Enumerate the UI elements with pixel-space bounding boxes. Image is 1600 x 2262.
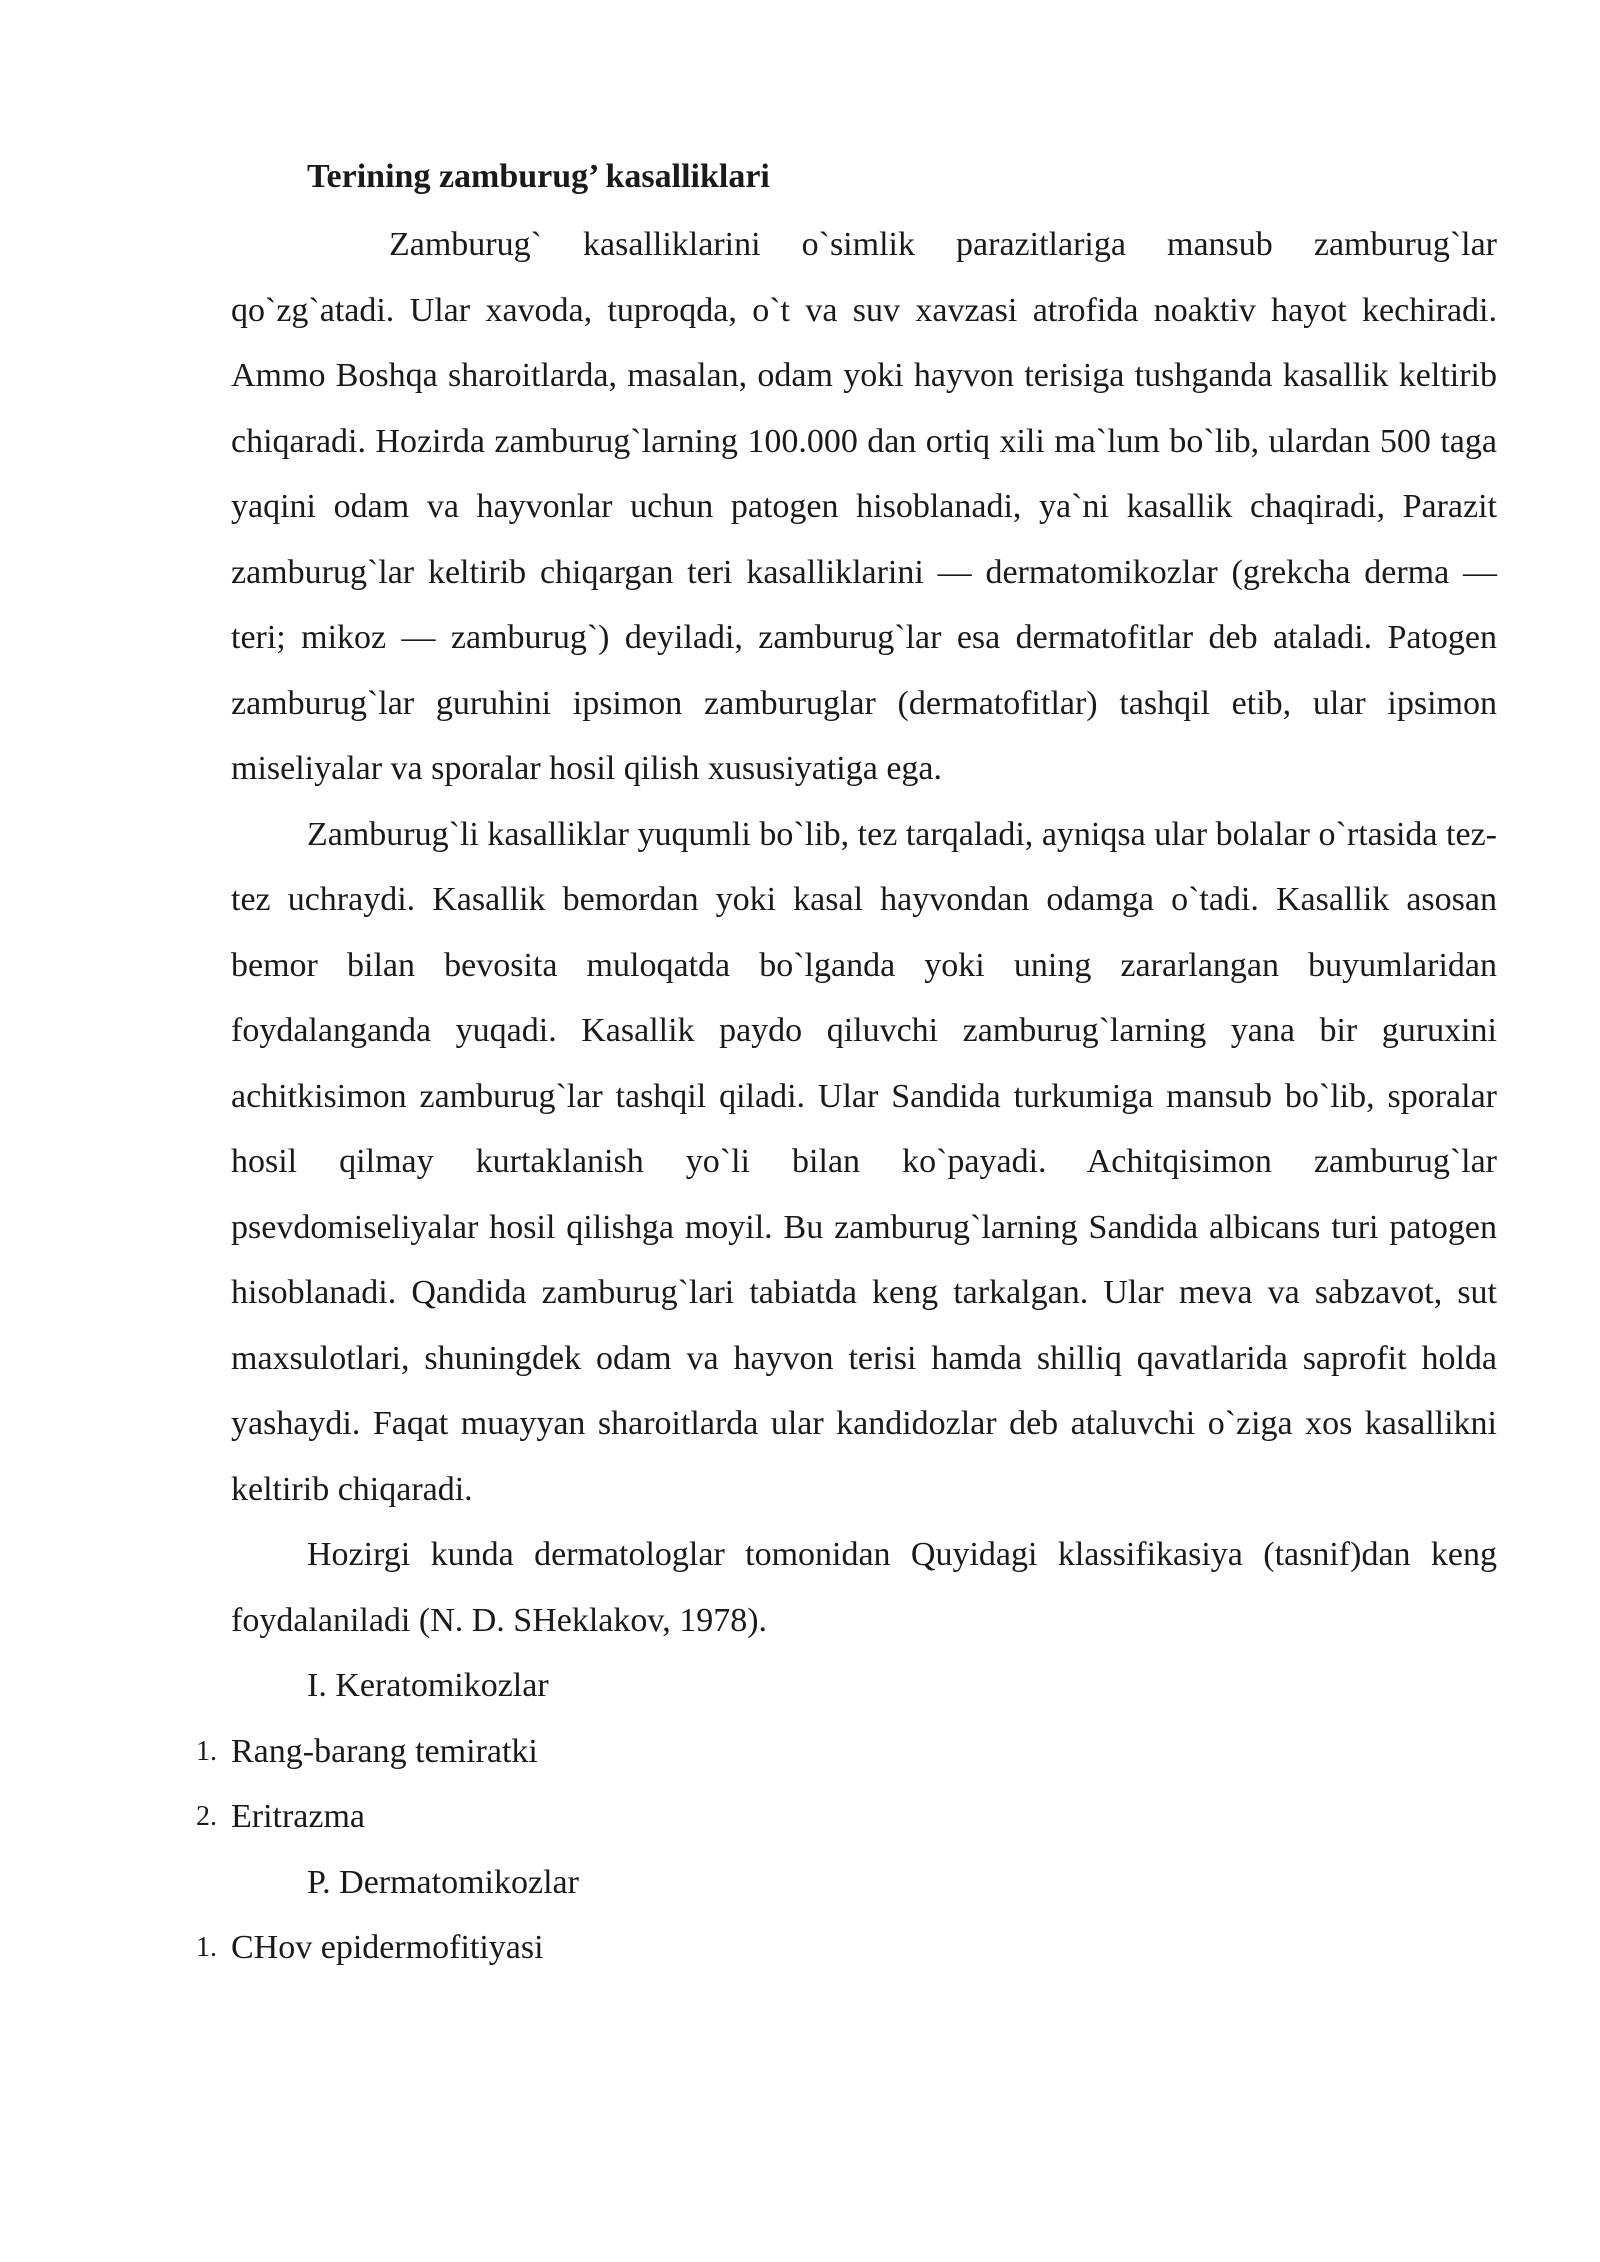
paragraph-classification: Hozirgi kunda dermatologlar tomonidan Quyidagi klassifikasiya (tasnif)dan keng foydalaniladi (N. D. SHeklakov, 1978).	[231, 1536, 1497, 1639]
list-item	[196, 1915, 1497, 1981]
list-item-text: Eritrazma	[231, 1798, 366, 1835]
list-item-number: 1.	[196, 1932, 217, 1963]
keratomycoses-list	[196, 1719, 1497, 1850]
list-item-number: 2.	[196, 1801, 217, 1832]
list-item	[196, 1719, 1497, 1785]
document-body	[196, 148, 1497, 1981]
dermatomycoses-list	[196, 1915, 1497, 1981]
section-heading-dermatomycoses: P. Dermatomikozlar	[307, 1863, 579, 1901]
list-item-text: Rang-barang temiratki	[231, 1732, 538, 1770]
list-item	[196, 1784, 1497, 1850]
paragraph-intro: Zamburug` kasalliklarini o`simlik parazitlariga mansub zamburug`lar qo`zg`atadi. Ular xavoda, tuproqda, o`t va suv xavzasi atrofida noaktiv hayot kechiradi. Ammo Boshqa sharoitlarda, masalan, odam yoki hayvon terisiga tushganda kasallik keltirib chiqaradi. Hozirda zamburug`larning 100.000 dan ortiq xili ma`lum bo`lib, ulardan 500 taga yaqini odam va hayvonlar uchun patogen hisoblanadi, ya`ni kasallik chaqiradi, Parazit zamburug`lar keltirib chiqargan teri kasalliklarini — dermatomikozlar (grekcha derma — teri; mikoz — zamburug`) deyiladi, zamburug`lar esa dermatofitlar deb ataladi. Patogen zamburug`lar guruhini ipsimon zamburuglar (dermatofitlar) tashqil etib, ular ipsimon miseliyalar va sporalar hosil qilish xususiyatiga ega.	[231, 226, 1497, 787]
section-heading-keratomycoses: I. Keratomikozlar	[307, 1667, 549, 1704]
paragraph-transmission: Zamburug`li kasalliklar yuqumli bo`lib, tez tarqaladi, ayniqsa ular bolalar o`rtasida tez-tez uchraydi. Kasallik bemordan yoki kasal hayvondan odamga o`tadi. Kasallik asosan bemor bilan bevosita muloqatda bo`lganda yoki uning zararlangan buyumlaridan foydalanganda yuqadi. Kasallik paydo qiluvchi zamburug`larning yana bir guruxini achitkisimon zamburug`lar tashqil qiladi. Ular Sandida turkumiga mansub bo`lib, sporalar hosil qilmay kurtaklanish yo`li bilan ko`payadi. Achitqisimon zamburug`lar psevdomiseliyalar hosil qilishga moyil. Bu zamburug`larning Sandida albicans turi patogen hisoblanadi. Qandida zamburug`lari tabiatda keng tarkalgan. Ular meva va sabzavot, sut maxsulotlari, shuningdek odam va hayvon terisi hamda shilliq qavatlarida saprofit holda yashaydi. Faqat muayyan sharoitlarda ular kandidozlar deb ataluvchi o`ziga xos kasallikni keltirib chiqaradi.	[231, 815, 1497, 1508]
list-item-text: CHov epidermofitiyasi	[231, 1929, 544, 1966]
document-title: Terining zamburug’ kasalliklari	[307, 158, 770, 195]
list-item-number: 1.	[196, 1735, 217, 1767]
